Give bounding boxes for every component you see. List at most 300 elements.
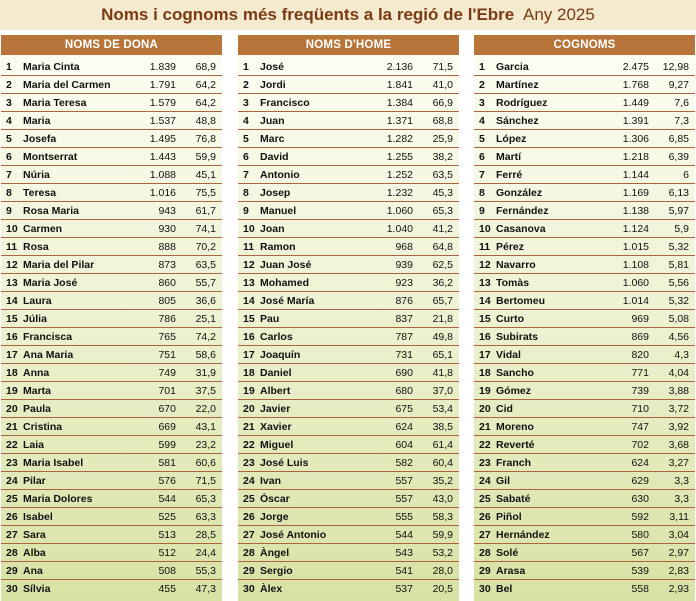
count-cell: 1.015	[622, 240, 649, 253]
count-cell: 876	[395, 294, 413, 307]
table-row	[238, 544, 459, 562]
rank-cell: 10	[479, 222, 491, 235]
rank-cell: 5	[6, 132, 12, 145]
count-cell: 1.138	[622, 204, 649, 217]
table-row	[238, 130, 459, 148]
table-row	[1, 400, 222, 418]
table-row	[1, 220, 222, 238]
rank-cell: 12	[6, 258, 18, 271]
name-cell: Bertomeu	[496, 294, 546, 307]
table-row	[1, 238, 222, 256]
rank-cell: 5	[243, 132, 249, 145]
name-cell: Laia	[23, 438, 45, 451]
name-cell: José María	[260, 294, 315, 307]
table-row	[474, 400, 695, 418]
name-cell: Franch	[496, 456, 532, 469]
table-row	[1, 346, 222, 364]
name-cell: Òscar	[260, 492, 290, 505]
value-cell: 5,32	[668, 240, 689, 253]
rank-cell: 12	[479, 258, 491, 271]
name-cell: Carlos	[260, 330, 293, 343]
name-cell: López	[496, 132, 527, 145]
value-cell: 12,98	[662, 60, 689, 73]
rank-cell: 25	[6, 492, 18, 505]
value-cell: 43,0	[432, 492, 453, 505]
count-cell: 1.537	[149, 114, 176, 127]
rank-cell: 9	[6, 204, 12, 217]
rank-cell: 1	[479, 60, 485, 73]
name-cell: Javier	[260, 402, 291, 415]
rank-cell: 8	[6, 186, 12, 199]
rank-cell: 17	[6, 348, 18, 361]
count-cell: 943	[158, 204, 176, 217]
table-row	[474, 310, 695, 328]
table-row	[474, 472, 695, 490]
name-cell: Rosa	[23, 240, 49, 253]
value-cell: 4,3	[674, 348, 689, 361]
table-row	[238, 418, 459, 436]
table-surnames	[474, 35, 695, 601]
count-cell: 1.218	[622, 150, 649, 163]
rank-cell: 7	[6, 168, 12, 181]
name-cell: Maria del Pilar	[23, 258, 95, 271]
rank-cell: 1	[243, 60, 249, 73]
count-cell: 539	[631, 564, 649, 577]
rank-cell: 25	[243, 492, 255, 505]
table-row	[474, 364, 695, 382]
table-header: NOMS DE DONA	[1, 35, 222, 55]
value-cell: 64,8	[432, 240, 453, 253]
count-cell: 1.384	[386, 96, 413, 109]
value-cell: 21,8	[432, 312, 453, 325]
count-cell: 581	[158, 456, 176, 469]
rank-cell: 16	[243, 330, 255, 343]
count-cell: 1.495	[149, 132, 176, 145]
name-cell: José Luis	[260, 456, 309, 469]
name-cell: Piñol	[496, 510, 522, 523]
name-cell: Pérez	[496, 240, 525, 253]
rank-cell: 9	[243, 204, 249, 217]
table-row	[474, 274, 695, 292]
table-row	[238, 112, 459, 130]
table-row	[238, 166, 459, 184]
table-row	[474, 526, 695, 544]
name-cell: Marta	[23, 384, 52, 397]
count-cell: 1.252	[386, 168, 413, 181]
table-row	[1, 382, 222, 400]
name-cell: Albert	[260, 384, 291, 397]
value-cell: 61,4	[432, 438, 453, 451]
name-cell: Ana	[23, 564, 43, 577]
rank-cell: 30	[243, 583, 255, 595]
name-cell: Àngel	[260, 546, 290, 559]
count-cell: 731	[395, 348, 413, 361]
count-cell: 1.232	[386, 186, 413, 199]
rank-cell: 6	[243, 150, 249, 163]
value-cell: 5,97	[668, 204, 689, 217]
value-cell: 74,1	[195, 222, 216, 235]
table-row	[1, 580, 222, 598]
rank-cell: 28	[243, 546, 255, 559]
name-cell: David	[260, 150, 289, 163]
name-cell: Àlex	[260, 583, 283, 595]
count-cell: 599	[158, 438, 176, 451]
value-cell: 75,5	[195, 186, 216, 199]
table-row	[238, 76, 459, 94]
rank-cell: 11	[479, 240, 491, 253]
table-row	[474, 346, 695, 364]
rank-cell: 30	[6, 583, 18, 595]
rank-cell: 18	[6, 366, 18, 379]
count-cell: 786	[158, 312, 176, 325]
value-cell: 6,85	[668, 132, 689, 145]
value-cell: 53,2	[432, 546, 453, 559]
rank-cell: 7	[243, 168, 249, 181]
value-cell: 7,3	[674, 114, 689, 127]
value-cell: 41,0	[432, 78, 453, 91]
count-cell: 1.443	[149, 150, 176, 163]
value-cell: 41,8	[432, 366, 453, 379]
rank-cell: 4	[479, 114, 485, 127]
table-row	[238, 454, 459, 472]
count-cell: 680	[395, 384, 413, 397]
value-cell: 59,9	[195, 150, 216, 163]
rank-cell: 29	[6, 564, 18, 577]
rank-cell: 2	[6, 78, 12, 91]
rank-cell: 8	[479, 186, 485, 199]
rank-cell: 3	[479, 96, 485, 109]
count-cell: 1.255	[386, 150, 413, 163]
name-cell: Solé	[496, 546, 519, 559]
count-cell: 751	[158, 348, 176, 361]
name-cell: Marc	[260, 132, 285, 145]
title-year: Any 2025	[523, 5, 595, 24]
value-cell: 48,8	[195, 114, 216, 127]
name-cell: Rosa Maria	[23, 204, 80, 217]
count-cell: 1.449	[622, 96, 649, 109]
name-cell: Tomàs	[496, 276, 530, 289]
value-cell: 76,8	[195, 132, 216, 145]
name-cell: Maria	[23, 114, 51, 127]
name-cell: Maria Dolores	[23, 492, 93, 505]
value-cell: 4,56	[668, 330, 689, 343]
count-cell: 969	[631, 312, 649, 325]
name-cell: Xavier	[260, 420, 292, 433]
table-row	[1, 76, 222, 94]
value-cell: 66,9	[432, 96, 453, 109]
name-cell: Sancho	[496, 366, 534, 379]
table-body	[238, 55, 459, 601]
value-cell: 6,39	[668, 150, 689, 163]
count-cell: 576	[158, 474, 176, 487]
count-cell: 1.579	[149, 96, 176, 109]
table-row	[474, 436, 695, 454]
name-cell: Fernández	[496, 204, 549, 217]
table-row	[238, 472, 459, 490]
value-cell: 68,8	[432, 114, 453, 127]
value-cell: 74,2	[195, 330, 216, 343]
rank-cell: 22	[479, 438, 491, 451]
rank-cell: 21	[6, 420, 18, 433]
table-row	[1, 454, 222, 472]
table-row	[1, 94, 222, 112]
name-cell: Laura	[23, 294, 52, 307]
value-cell: 70,2	[195, 240, 216, 253]
rank-cell: 12	[243, 258, 255, 271]
rank-cell: 28	[479, 546, 491, 559]
count-cell: 805	[158, 294, 176, 307]
table-row	[474, 130, 695, 148]
rank-cell: 11	[6, 240, 18, 253]
rank-cell: 28	[6, 546, 18, 559]
table-row	[1, 202, 222, 220]
rank-cell: 20	[6, 402, 18, 415]
value-cell: 4,04	[668, 366, 689, 379]
value-cell: 62,5	[432, 258, 453, 271]
rank-cell: 4	[6, 114, 12, 127]
count-cell: 512	[158, 546, 176, 559]
value-cell: 65,1	[432, 348, 453, 361]
value-cell: 65,3	[195, 492, 216, 505]
table-row	[238, 346, 459, 364]
value-cell: 20,5	[432, 583, 453, 595]
table-row	[474, 490, 695, 508]
table-row	[1, 292, 222, 310]
name-cell: Josefa	[23, 132, 57, 145]
count-cell: 670	[158, 402, 176, 415]
value-cell: 58,6	[195, 348, 216, 361]
rank-cell: 29	[243, 564, 255, 577]
value-cell: 59,9	[432, 528, 453, 541]
value-cell: 23,2	[195, 438, 216, 451]
rank-cell: 26	[243, 510, 255, 523]
name-cell: Anna	[23, 366, 50, 379]
count-cell: 513	[158, 528, 176, 541]
name-cell: Sabaté	[496, 492, 531, 505]
name-cell: Reverté	[496, 438, 535, 451]
rank-cell: 13	[479, 276, 491, 289]
table-row	[238, 184, 459, 202]
table-row	[474, 544, 695, 562]
table-row	[474, 328, 695, 346]
rank-cell: 24	[243, 474, 255, 487]
value-cell: 64,2	[195, 78, 216, 91]
count-cell: 1.124	[622, 222, 649, 235]
count-cell: 1.371	[386, 114, 413, 127]
count-cell: 888	[158, 240, 176, 253]
count-cell: 592	[631, 510, 649, 523]
value-cell: 2,83	[668, 564, 689, 577]
table-row	[1, 526, 222, 544]
value-cell: 55,3	[195, 564, 216, 577]
value-cell: 37,0	[432, 384, 453, 397]
name-cell: Núria	[23, 168, 50, 181]
count-cell: 537	[395, 583, 413, 595]
rank-cell: 21	[243, 420, 255, 433]
table-row	[238, 328, 459, 346]
count-cell: 1.088	[149, 168, 176, 181]
count-cell: 1.144	[622, 168, 649, 181]
count-cell: 525	[158, 510, 176, 523]
value-cell: 45,3	[432, 186, 453, 199]
name-cell: Casanova	[496, 222, 546, 235]
table-row	[1, 310, 222, 328]
table-row	[474, 220, 695, 238]
count-cell: 690	[395, 366, 413, 379]
table-header: NOMS D'HOME	[238, 35, 459, 55]
count-cell: 624	[631, 456, 649, 469]
value-cell: 53,4	[432, 402, 453, 415]
count-cell: 1.839	[149, 60, 176, 73]
name-cell: Sánchez	[496, 114, 539, 127]
name-cell: Montserrat	[23, 150, 78, 163]
rank-cell: 10	[6, 222, 18, 235]
table-header: COGNOMS	[474, 35, 695, 55]
count-cell: 582	[395, 456, 413, 469]
table-row	[1, 562, 222, 580]
name-cell: Navarro	[496, 258, 536, 271]
value-cell: 63,5	[195, 258, 216, 271]
count-cell: 923	[395, 276, 413, 289]
value-cell: 38,2	[432, 150, 453, 163]
value-cell: 3,68	[668, 438, 689, 451]
count-cell: 939	[395, 258, 413, 271]
count-cell: 968	[395, 240, 413, 253]
table-body	[1, 55, 222, 601]
name-cell: Curto	[496, 312, 524, 325]
value-cell: 63,3	[195, 510, 216, 523]
name-cell: Pau	[260, 312, 280, 325]
value-cell: 3,04	[668, 528, 689, 541]
value-cell: 28,0	[432, 564, 453, 577]
count-cell: 624	[395, 420, 413, 433]
table-row	[474, 166, 695, 184]
count-cell: 787	[395, 330, 413, 343]
rank-cell: 2	[243, 78, 249, 91]
value-cell: 36,6	[195, 294, 216, 307]
rank-cell: 3	[243, 96, 249, 109]
table-row	[238, 436, 459, 454]
name-cell: Manuel	[260, 204, 297, 217]
table-row	[238, 400, 459, 418]
rank-cell: 6	[479, 150, 485, 163]
table-body	[474, 55, 695, 601]
rank-cell: 17	[479, 348, 491, 361]
count-cell: 1.282	[386, 132, 413, 145]
rank-cell: 19	[243, 384, 255, 397]
table-row	[1, 58, 222, 76]
table-row	[238, 256, 459, 274]
count-cell: 544	[158, 492, 176, 505]
value-cell: 61,7	[195, 204, 216, 217]
name-cell: Carmen	[23, 222, 63, 235]
rank-cell: 13	[6, 276, 18, 289]
table-row	[238, 148, 459, 166]
name-cell: Vidal	[496, 348, 521, 361]
table-row	[1, 436, 222, 454]
table-row	[474, 112, 695, 130]
name-cell: Paula	[23, 402, 52, 415]
count-cell: 629	[631, 474, 649, 487]
value-cell: 60,6	[195, 456, 216, 469]
value-cell: 5,08	[668, 312, 689, 325]
name-cell: Joaquín	[260, 348, 301, 361]
table-row	[238, 562, 459, 580]
name-cell: Mohamed	[260, 276, 310, 289]
table-row	[238, 220, 459, 238]
count-cell: 1.060	[622, 276, 649, 289]
page-title	[0, 0, 696, 30]
table-row	[474, 148, 695, 166]
table-row	[1, 112, 222, 130]
name-cell: Subirats	[496, 330, 539, 343]
table-row	[238, 382, 459, 400]
rank-cell: 22	[243, 438, 255, 451]
table-row	[474, 418, 695, 436]
value-cell: 55,7	[195, 276, 216, 289]
name-cell: Martí	[496, 150, 522, 163]
rank-cell: 16	[6, 330, 18, 343]
table-row	[238, 310, 459, 328]
rank-cell: 13	[243, 276, 255, 289]
value-cell: 25,1	[195, 312, 216, 325]
title-main: Noms i cognoms més freqüents a la regió de l'Ebre	[101, 5, 515, 24]
name-cell: Sara	[23, 528, 46, 541]
rank-cell: 2	[479, 78, 485, 91]
count-cell: 1.014	[622, 294, 649, 307]
table-row	[238, 292, 459, 310]
value-cell: 68,9	[195, 60, 216, 73]
count-cell: 544	[395, 528, 413, 541]
name-cell: Júlia	[23, 312, 47, 325]
rank-cell: 15	[6, 312, 18, 325]
count-cell: 1.768	[622, 78, 649, 91]
name-cell: Teresa	[23, 186, 57, 199]
name-cell: José	[260, 60, 284, 73]
count-cell: 1.306	[622, 132, 649, 145]
rank-cell: 21	[479, 420, 491, 433]
table-row	[238, 508, 459, 526]
rank-cell: 5	[479, 132, 485, 145]
value-cell: 45,1	[195, 168, 216, 181]
rank-cell: 15	[479, 312, 491, 325]
count-cell: 558	[631, 583, 649, 595]
name-cell: Martínez	[496, 78, 539, 91]
count-cell: 930	[158, 222, 176, 235]
table-row	[1, 364, 222, 382]
rank-cell: 17	[243, 348, 255, 361]
name-cell: Maria del Carmen	[23, 78, 111, 91]
rank-cell: 19	[479, 384, 491, 397]
table-row	[474, 256, 695, 274]
count-cell: 580	[631, 528, 649, 541]
count-cell: 675	[395, 402, 413, 415]
rank-cell: 22	[6, 438, 18, 451]
name-cell: Josep	[260, 186, 291, 199]
rank-cell: 23	[243, 456, 255, 469]
count-cell: 869	[631, 330, 649, 343]
value-cell: 64,2	[195, 96, 216, 109]
table-row	[474, 76, 695, 94]
name-cell: Antonio	[260, 168, 300, 181]
value-cell: 5,32	[668, 294, 689, 307]
count-cell: 747	[631, 420, 649, 433]
table-row	[1, 490, 222, 508]
value-cell: 47,3	[195, 583, 216, 595]
rank-cell: 26	[6, 510, 18, 523]
count-cell: 860	[158, 276, 176, 289]
table-row	[474, 58, 695, 76]
